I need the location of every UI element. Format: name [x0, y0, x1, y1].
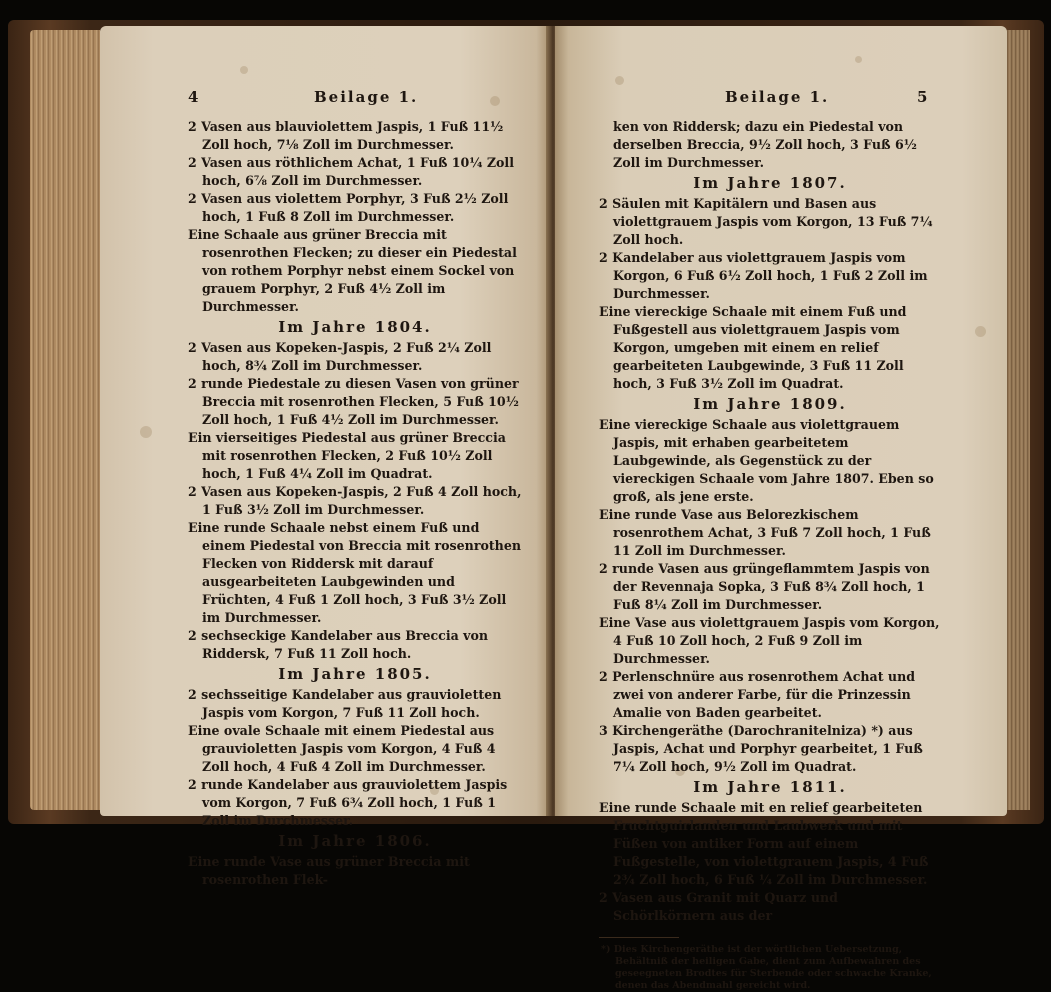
year-heading-1809: Im Jahre 1809. — [693, 395, 847, 413]
page-header-right: Beilage 1. — [725, 88, 830, 106]
list-item: 2 runde Kandelaber aus grauviolettem Jaspis vom Korgon, 7 Fuß 6¾ Zoll hoch, 1 Fuß 1 Zoll im Durchmesser. — [188, 777, 508, 828]
left-page-edges — [30, 30, 100, 810]
list-item: Eine Schaale aus grüner Breccia mit rosenrothen Flecken; zu dieser ein Piedestal von rothem Porphyr nebst einem Sockel von grauem Porphyr, 2 Fuß 4½ Zoll im Durchmesser. — [188, 227, 517, 314]
footnote: *) Dies Kirchengeräthe ist der wörtlichen Uebersetzung, Behältniß der heiligen Gabe, dient zum Aufbewahren des geseegneten Brodtes für Sterbende oder schwache Kranke, denen das Abendmahl gereicht wird. — [601, 944, 932, 991]
year-heading-1805: Im Jahre 1805. — [278, 665, 432, 683]
continuation-text: ken von Riddersk; dazu ein Piedestal von derselben Breccia, 9½ Zoll hoch, 3 Fuß 6½ Zoll im Durchmesser. — [613, 119, 917, 170]
list-item: 2 Vasen aus blauviolettem Jaspis, 1 Fuß 11½ Zoll hoch, 7⅛ Zoll im Durchmesser. — [188, 119, 504, 152]
list-item: Eine ovale Schaale mit einem Piedestal aus grauvioletten Jaspis vom Korgon, 4 Fuß 4 Zoll hoch, 4 Fuß 4 Zoll im Durchmesser. — [188, 723, 496, 774]
list-item: 2 Vasen aus röthlichem Achat, 1 Fuß 10¼ Zoll hoch, 6⅞ Zoll im Durchmesser. — [188, 155, 515, 188]
list-item: Eine Vase aus violettgrauem Jaspis vom Korgon, 4 Fuß 10 Zoll hoch, 2 Fuß 9 Zoll im Durchmesser. — [599, 615, 940, 666]
left-page — [100, 26, 550, 887]
year-heading-1811: Im Jahre 1811. — [693, 778, 847, 796]
list-item: Eine runde Vase aus Belorezkischem rosenrothem Achat, 3 Fuß 7 Zoll hoch, 1 Fuß 11 Zoll im Durchmesser. — [599, 507, 931, 558]
year-heading-1807: Im Jahre 1807. — [693, 174, 847, 192]
list-item: Eine runde Schaale mit en relief gearbeiteten Fruchtguirlanden und Laubwerk und mit Füßen von antiker Form auf einem Fußgestelle, von violettgrauem Jaspis, 4 Fuß 2¾ Zoll hoch, 6 Fuß ¼ Zoll im Durchmesser. — [599, 800, 929, 887]
list-item: 2 Säulen mit Kapitälern und Basen aus violettgrauem Jaspis vom Korgon, 13 Fuß 7¼ Zoll hoch. — [599, 196, 933, 247]
list-item: 2 sechseckige Kandelaber aus Breccia von Riddersk, 7 Fuß 11 Zoll hoch. — [188, 628, 489, 661]
list-item: 2 Vasen aus Kopeken-Jaspis, 2 Fuß 2¼ Zoll hoch, 8¾ Zoll im Durchmesser. — [188, 340, 492, 373]
list-item: 2 Vasen aus Granit mit Quarz und Schörlkörnern aus der — [599, 890, 838, 923]
page-number-left: 4 — [188, 88, 199, 106]
list-item: 2 runde Vasen aus grüngeflammtem Jaspis von der Revennaja Sopka, 3 Fuß 8¾ Zoll hoch, 1 Fuß 8¼ Zoll im Durchmesser. — [599, 561, 930, 612]
left-page-text — [188, 118, 522, 889]
footnote-divider — [599, 937, 679, 938]
list-item: 2 Perlenschnüre aus rosenrothem Achat und zwei von anderer Farbe, für die Prinzessin Amalie von Baden gearbeitet. — [599, 669, 916, 720]
page-number-right: 5 — [917, 88, 928, 106]
right-page-text — [599, 118, 941, 992]
list-item: Eine viereckige Schaale mit einem Fuß und Fußgestell aus violettgrauem Jaspis vom Korgon, umgeben mit einem en relief gearbeiteten Laubgewinde, 3 Fuß 11 Zoll hoch, 3 Fuß 3½ Zoll im Quadrat. — [599, 304, 907, 391]
page-header-left: Beilage 1. — [314, 88, 419, 106]
list-item: 3 Kirchengeräthe (Darochranitelniza) *) aus Jaspis, Achat und Porphyr gearbeitet, 1 Fuß 7¼ Zoll hoch, 9½ Zoll im Quadrat. — [599, 723, 923, 774]
list-item: Eine runde Vase aus grüner Breccia mit rosenrothen Flek- — [188, 854, 470, 887]
list-item: 2 Vasen aus violettem Porphyr, 3 Fuß 2½ Zoll hoch, 1 Fuß 8 Zoll im Durchmesser. — [188, 191, 509, 224]
list-item: Eine runde Schaale nebst einem Fuß und einem Piedestal von Breccia mit rosenrothen Flecken von Riddersk mit darauf ausgearbeiteten Laubgewinden und Früchten, 4 Fuß 1 Zoll hoch, 3 Fuß 3½ Zoll im Durchmesser. — [188, 520, 521, 625]
list-item: 2 runde Piedestale zu diesen Vasen von grüner Breccia mit rosenrothen Flecken, 5 Fuß 10½ Zoll hoch, 1 Fuß 4½ Zoll im Durchmesser. — [188, 376, 519, 427]
list-item: 2 sechsseitige Kandelaber aus grauvioletten Jaspis vom Korgon, 7 Fuß 11 Zoll hoch. — [188, 687, 502, 720]
list-item: 2 Vasen aus Kopeken-Jaspis, 2 Fuß 4 Zoll hoch, 1 Fuß 3½ Zoll im Durchmesser. — [188, 484, 522, 517]
right-page — [555, 26, 1007, 991]
list-item: Eine viereckige Schaale aus violettgrauem Jaspis, mit erhaben gearbeitetem Laubgewinde, als Gegenstück zu der viereckigen Schaale vom Jahre 1807. Eben so groß, als jene erste. — [599, 417, 934, 504]
year-heading-1804: Im Jahre 1804. — [278, 318, 432, 336]
list-item: 2 Kandelaber aus violettgrauem Jaspis vom Korgon, 6 Fuß 6½ Zoll hoch, 1 Fuß 2 Zoll im Durchmesser. — [599, 250, 928, 301]
year-heading-1806: Im Jahre 1806. — [278, 832, 432, 850]
list-item: Ein vierseitiges Piedestal aus grüner Breccia mit rosenrothen Flecken, 2 Fuß 10½ Zoll hoch, 1 Fuß 4¼ Zoll im Quadrat. — [188, 430, 506, 481]
